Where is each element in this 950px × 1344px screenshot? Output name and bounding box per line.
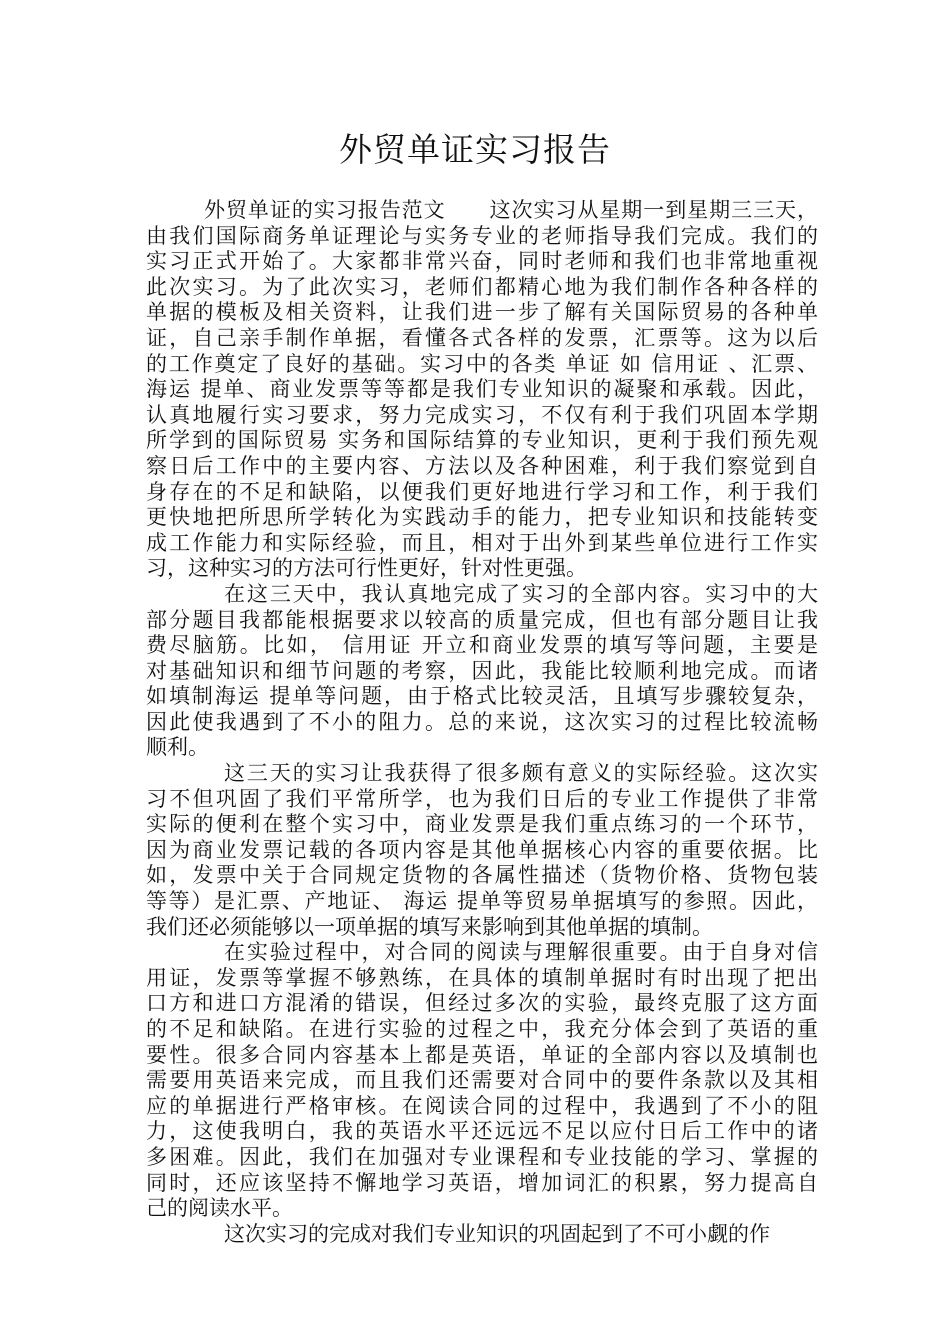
text-line: 在实验过程中，对合同的阅读与理解很重要。由于自身对信 — [224, 940, 818, 965]
text-line: 的工作奠定了良好的基础。实习中的各类 单证 如 信用证 、汇票、 — [146, 351, 818, 376]
text-line: 身存在的不足和缺陷，以便我们更好地进行学习和工作，利于我们 — [146, 479, 818, 504]
text-line: 多困难。因此，我们在加强对专业课程和专业技能的学习、掌握的 — [146, 1144, 818, 1169]
text-line: 这三天的实习让我获得了很多颇有意义的实际经验。这次实 — [224, 761, 818, 786]
text-line: 所学到的国际贸易 实务和国际结算的专业知识，更利于我们预先观 — [146, 428, 818, 453]
text-line: 部分题目我都能根据要求以较高的质量完成，但也有部分题目让我 — [146, 607, 818, 632]
text-line: 外贸单证的实习报告范文 这次实习从星期一到星期三三天， — [204, 198, 818, 222]
text-line: 要性。很多合同内容基本上都是英语，单证的全部内容以及填制也 — [146, 1042, 818, 1067]
text-line: 应的单据进行严格审核。在阅读合同的过程中，我遇到了不小的阻 — [146, 1093, 818, 1118]
text-line: 口方和进口方混淆的错误，但经过多次的实验，最终克服了这方面 — [146, 991, 818, 1016]
text-line: 我们还必须能够以一项单据的填写来影响到其他单据的填制。 — [146, 914, 713, 939]
text-line: 实际的便利在整个实习中，商业发票是我们重点练习的一个环节， — [146, 812, 818, 837]
text-line: 习，这种实习的方法可行性更好，针对性更强。 — [146, 556, 587, 581]
text-line: 费尽脑筋。比如， 信用证 开立和商业发票的填写等问题，主要是 — [146, 633, 818, 658]
text-line: 单据的模板及相关资料，让我们进一步了解有关国际贸易的各种单 — [146, 300, 818, 325]
text-line: 更快地把所思所学转化为实践动手的能力，把专业知识和技能转变 — [146, 505, 818, 530]
text-line: 因为商业发票记载的各项内容是其他单据核心内容的重要依据。比 — [146, 837, 818, 862]
text-line: 习不但巩固了我们平常所学，也为我们日后的专业工作提供了非常 — [146, 786, 818, 811]
text-line: 对基础知识和细节问题的考察，因此，我能比较顺利地完成。而诸 — [146, 658, 818, 683]
text-line: 用证，发票等掌握不够熟练，在具体的填制单据时有时出现了把出 — [146, 965, 818, 990]
text-line: 在这三天中，我认真地完成了实习的全部内容。实习中的大 — [224, 581, 818, 606]
document-title: 外贸单证实习报告 — [339, 130, 611, 169]
text-line: 如填制海运 提单等问题，由于格式比较灵活，且填写步骤较复杂， — [146, 684, 818, 709]
text-line: 顺利。 — [146, 735, 209, 760]
text-line: 等等）是汇票、产地证、 海运 提单等贸易单据填写的参照。因此， — [146, 889, 818, 914]
text-line: 察日后工作中的主要内容、方法以及各种困难，利于我们察觉到自 — [146, 453, 818, 478]
document-body — [146, 198, 818, 1247]
text-line: 海运 提单、商业发票等等都是我们专业知识的凝聚和承载。因此， — [146, 377, 818, 402]
text-line: 力，这使我明白，我的英语水平还远远不足以应付日后工作中的诸 — [146, 1119, 818, 1144]
text-line: 实习正式开始了。大家都非常兴奋，同时老师和我们也非常地重视 — [146, 249, 818, 274]
text-line: 同时，还应该坚持不懈地学习英语，增加词汇的积累，努力提高自 — [146, 1170, 818, 1195]
text-line: 成工作能力和实际经验，而且，相对于出外到某些单位进行工作实 — [146, 530, 818, 555]
text-line: 这次实习的完成对我们专业知识的巩固起到了不可小觑的作 — [224, 1221, 770, 1246]
text-line: 由我们国际商务单证理论与实务专业的老师指导我们完成。我们的 — [146, 223, 818, 248]
text-line: 如，发票中关于合同规定货物的各属性描述（货物价格、货物包装 — [146, 863, 818, 888]
text-line: 因此使我遇到了不小的阻力。总的来说，这次实习的过程比较流畅 — [146, 709, 818, 734]
text-line: 证，自己亲手制作单据，看懂各式各样的发票，汇票等。这为以后 — [146, 325, 818, 350]
text-line: 需要用英语来完成，而且我们还需要对合同中的要件条款以及其相 — [146, 1068, 818, 1093]
text-line: 此次实习。为了此次实习，老师们都精心地为我们制作各种各样的 — [146, 274, 818, 299]
text-line: 己的阅读水平。 — [146, 1196, 293, 1221]
text-line: 认真地履行实习要求，努力完成实习，不仅有利于我们巩固本学期 — [146, 402, 818, 427]
text-line: 的不足和缺陷。在进行实验的过程之中，我充分体会到了英语的重 — [146, 1017, 818, 1041]
